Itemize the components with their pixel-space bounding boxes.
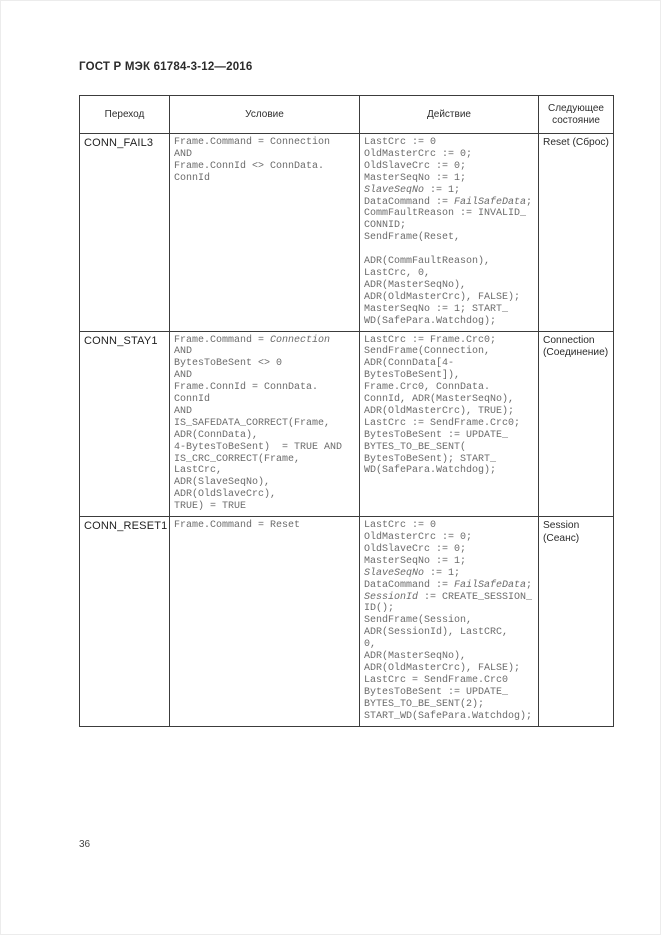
action-cell: LastCrc := 0 OldMasterCrc := 0; OldSlaveCrc := 0; MasterSeqNo := 1; SlaveSeqNo := 1; DataCommand := FailSafeData; SessionId := CREATE_SESSION_ ID(); SendFrame(Session, ADR(SessionId), LastCRC, 0, ADR(MasterSeqNo), ADR(OldMasterCrc), FALSE); LastCrc = SendFrame.Crc0 BytesToBeSent := UPDATE_ BYTES_TO_BE_SENT(2); START_WD(SafePara.Watchdog); (360, 517, 539, 726)
action-cell: LastCrc := Frame.Crc0; SendFrame(Connection, ADR(ConnData[4- BytesToBeSent]), Frame.Crc0, ConnData. ConnId, ADR(MasterSeqNo), ADR(OldMasterCrc), TRUE); LastCrc := SendFrame.Crc0; BytesToBeSent := UPDATE_ BYTES_TO_BE_SENT( BytesToBeSent); START_ WD(SafePara.Watchdog); (360, 331, 539, 517)
page-number: 36 (79, 839, 91, 850)
table-row (80, 134, 614, 332)
table-row (80, 331, 614, 517)
condition-cell: Frame.Command = Reset (170, 517, 360, 726)
next-state-cell: Session (Сеанс) (539, 517, 614, 726)
transition-cell: CONN_RESET1 (80, 517, 170, 726)
table-body (80, 134, 614, 727)
column-header-action: Действие (360, 96, 539, 134)
next-state-cell: Connection (Соединение) (539, 331, 614, 517)
action-cell: LastCrc := 0 OldMasterCrc := 0; OldSlaveCrc := 0; MasterSeqNo := 1; SlaveSeqNo := 1; DataCommand := FailSafeData; CommFaultReason := INVALID_ CONNID; SendFrame(Reset, ADR(CommFaultReason), LastCrc, 0, ADR(MasterSeqNo), ADR(OldMasterCrc), FALSE); MasterSeqNo := 1; START_ WD(SafePara.Watchdog); (360, 134, 539, 332)
table-row (80, 517, 614, 726)
column-header-transition: Переход (80, 96, 170, 134)
condition-cell: Frame.Command = Connection AND BytesToBeSent <> 0 AND Frame.ConnId = ConnData. ConnId AND IS_SAFEDATA_CORRECT(Frame, ADR(ConnData), 4-BytesToBeSent) = TRUE AND IS_CRC_CORRECT(Frame, LastCrc, ADR(SlaveSeqNo), ADR(OldSlaveCrc), TRUE) = TRUE (170, 331, 360, 517)
column-header-condition: Условие (170, 96, 360, 134)
transition-cell: CONN_FAIL3 (80, 134, 170, 332)
state-transition-table (79, 95, 614, 727)
column-header-next-state: Следующее состояние (539, 96, 614, 134)
transition-cell: CONN_STAY1 (80, 331, 170, 517)
condition-cell: Frame.Command = Connection AND Frame.ConnId <> ConnData. ConnId (170, 134, 360, 332)
document-title: ГОСТ Р МЭК 61784-3-12—2016 (79, 61, 253, 73)
next-state-cell: Reset (Сброс) (539, 134, 614, 332)
table-header-row (80, 96, 614, 134)
